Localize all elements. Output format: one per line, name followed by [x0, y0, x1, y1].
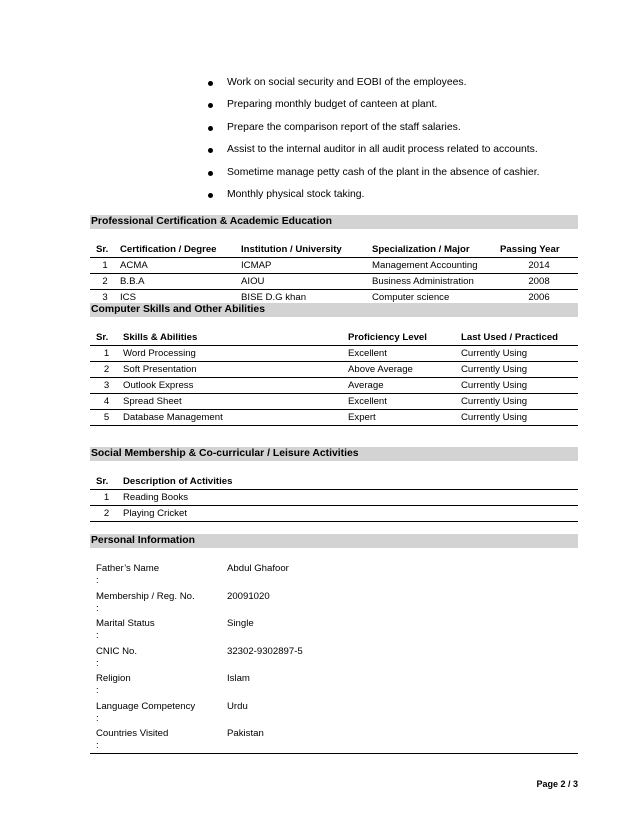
list-item: Work on social security and EOBI of the employees.: [205, 76, 585, 98]
social-section-title: Social Membership & Co-curricular / Leisure Activities: [90, 447, 578, 461]
divider: [90, 753, 578, 754]
header-sr: Sr.: [90, 330, 123, 346]
table-row: 1 Reading Books: [90, 490, 578, 506]
personal-info-row: CNIC No. : 32302-9302897-5: [96, 645, 303, 669]
table-row: 1 Word Processing Excellent Currently Using: [90, 346, 578, 362]
list-item: Sometime manage petty cash of the plant in the absence of cashier.: [205, 166, 585, 188]
skills-table: [90, 330, 578, 426]
table-row: 2 Playing Cricket: [90, 506, 578, 522]
header-institution: Institution / University: [241, 242, 372, 258]
header-specialization: Specialization / Major: [372, 242, 500, 258]
bullet-icon: [208, 103, 213, 108]
header-sr: Sr.: [90, 474, 123, 490]
personal-info-row: Marital Status : Single: [96, 618, 254, 641]
list-item: Preparing monthly budget of canteen at plant.: [205, 98, 585, 120]
header-sr: Sr.: [90, 242, 120, 258]
bullet-icon: [208, 171, 213, 176]
education-section-title: Professional Certification & Academic Education: [90, 215, 578, 229]
bullet-icon: [208, 148, 213, 153]
bullet-icon: [208, 81, 213, 86]
list-item: Monthly physical stock taking.: [205, 188, 585, 210]
duties-list: [205, 76, 585, 210]
table-row: 4 Spread Sheet Excellent Currently Using: [90, 394, 578, 410]
bullet-icon: [208, 126, 213, 131]
table-header-row: [90, 330, 578, 346]
table-row: 3 ICS BISE D.G khan Computer science 2006: [90, 290, 578, 306]
table-row: 3 Outlook Express Average Currently Using: [90, 378, 578, 394]
header-certification: Certification / Degree: [120, 242, 241, 258]
table-row: 2 Soft Presentation Above Average Currently Using: [90, 362, 578, 378]
header-description: Description of Activities: [123, 474, 578, 490]
skills-section-title: Computer Skills and Other Abilities: [90, 303, 578, 317]
personal-info-row: Language Competency : Urdu: [96, 700, 248, 724]
education-table: [90, 242, 578, 306]
bullet-icon: [208, 193, 213, 198]
personal-info-list: [90, 560, 578, 753]
header-last-used: Last Used / Practiced: [461, 330, 578, 346]
header-passing-year: Passing Year: [500, 242, 578, 258]
table-row: 2 B.B.A AIOU Business Administration 2008: [90, 274, 578, 290]
personal-section-title: Personal Information: [90, 534, 578, 548]
table-row: 5 Database Management Expert Currently Using: [90, 410, 578, 426]
table-header-row: [90, 242, 578, 258]
page-number: Page 2 / 3: [536, 779, 578, 789]
personal-info-row: Countries Visited : Pakistan: [96, 728, 264, 751]
list-item: Assist to the internal auditor in all audit process related to accounts.: [205, 143, 585, 165]
list-item: Prepare the comparison report of the staff salaries.: [205, 121, 585, 143]
header-skills: Skills & Abilities: [123, 330, 348, 346]
header-proficiency: Proficiency Level: [348, 330, 461, 346]
personal-info-row: Father’s Name : Abdul Ghafoor: [96, 563, 289, 586]
table-header-row: [90, 474, 578, 490]
personal-info-row: Religion : Islam: [96, 673, 250, 696]
table-row: 1 ACMA ICMAP Management Accounting 2014: [90, 258, 578, 274]
personal-info-row: Membership / Reg. No. : 20091020: [96, 590, 270, 614]
social-table: [90, 474, 578, 522]
